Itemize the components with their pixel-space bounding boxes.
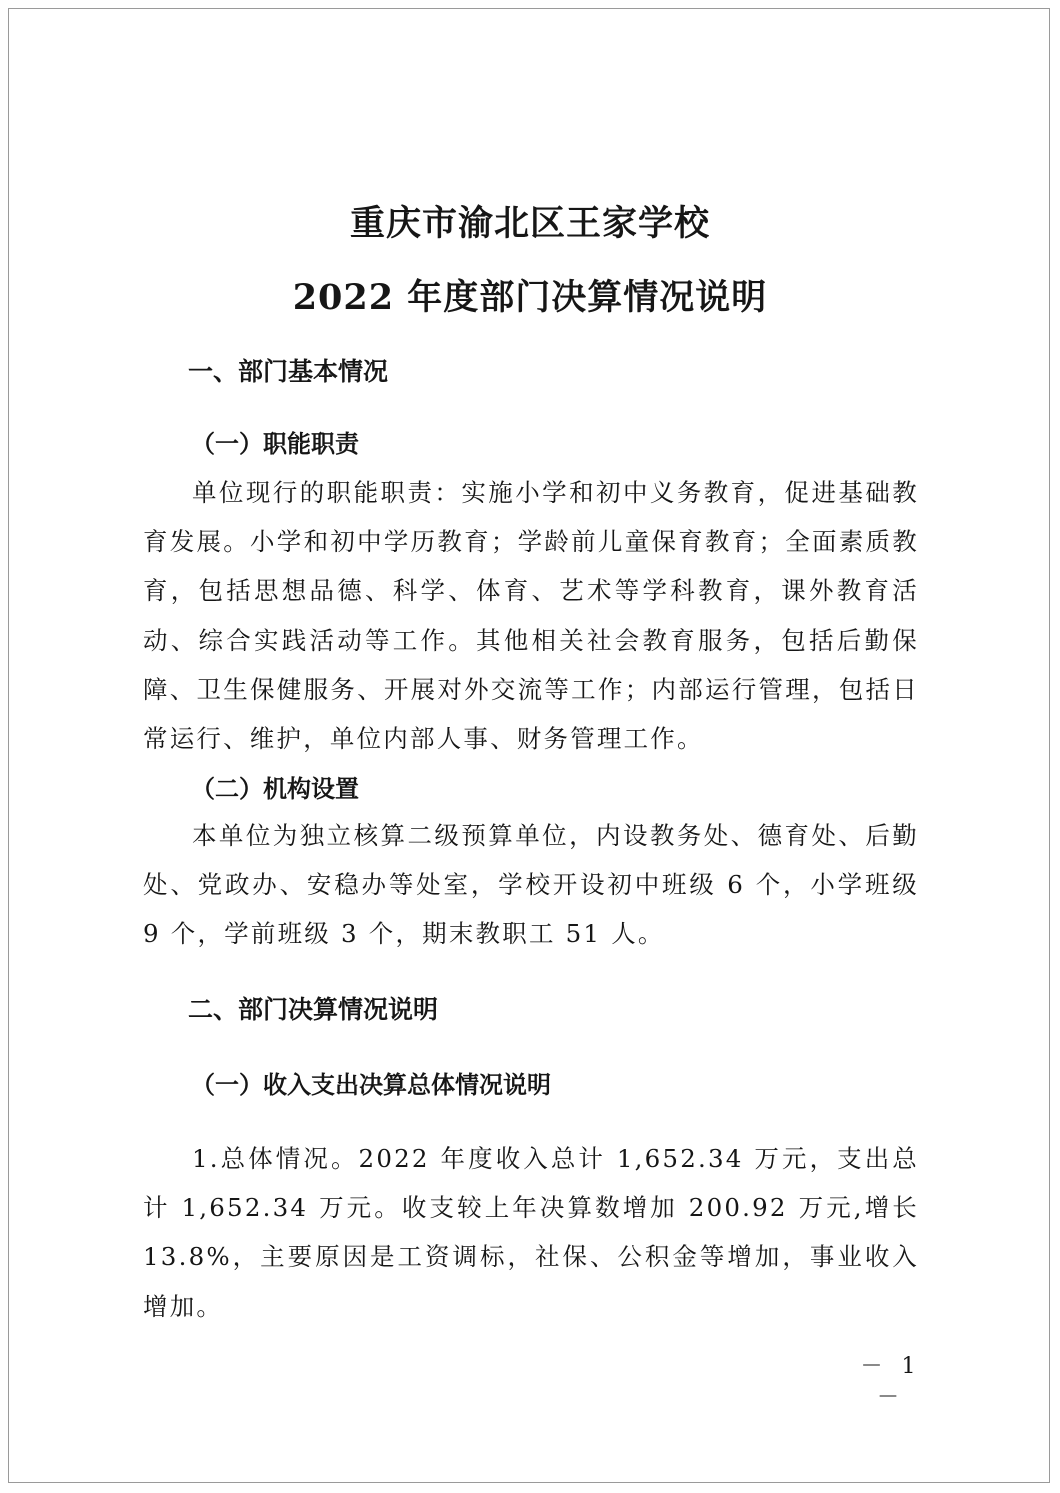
subsection-heading-duties: （一）职能职责 [191,429,359,458]
section-heading-final-accounts: 二、部门决算情况说明 [188,995,439,1024]
subsection-heading-organization: （二）机构设置 [191,774,359,803]
document-title-line2: 2022 年度部门决算情况说明 [292,277,768,318]
paragraph-duties: 单位现行的职能职责：实施小学和初中义务教育，促进基础教育发展。小学和初中学历教育；学龄前儿童保育教育；全面素质教育，包括思想品德、科学、体育、艺术等学科教育，课外教育活动、综合实践活动等工作。其他相关社会教育服务，包括后勤保障、卫生保健服务、开展对外交流等工作；内部运行管理，包括日常运行、维护，单位内部人事、财务管理工作。 [143,478,919,754]
document-title-line1: 重庆市渝北区王家学校 [349,203,710,244]
section-heading-basic-info: 一、部门基本情况 [188,357,389,386]
subsection-heading-income-expenditure: （一）收入支出决算总体情况说明 [191,1070,551,1099]
paragraph-organization: 本单位为独立核算二级预算单位，内设教务处、德育处、后勤处、党政办、安稳办等处室，学校开设初中班级 6 个，小学班级 9 个，学前班级 3 个，期末教职工 51 人。 [143,821,919,949]
paragraph-overall-situation: 1.总体情况。2022 年度收入总计 1,652.34 万元，支出总计 1,652.34 万元。收支较上年决算数增加 200.92 万元,增长 13.8%，主要原因是工资调标，社保、公积金等增加，事业收入增加。 [143,1144,919,1321]
page-number: － 1 － [860,1354,922,1410]
